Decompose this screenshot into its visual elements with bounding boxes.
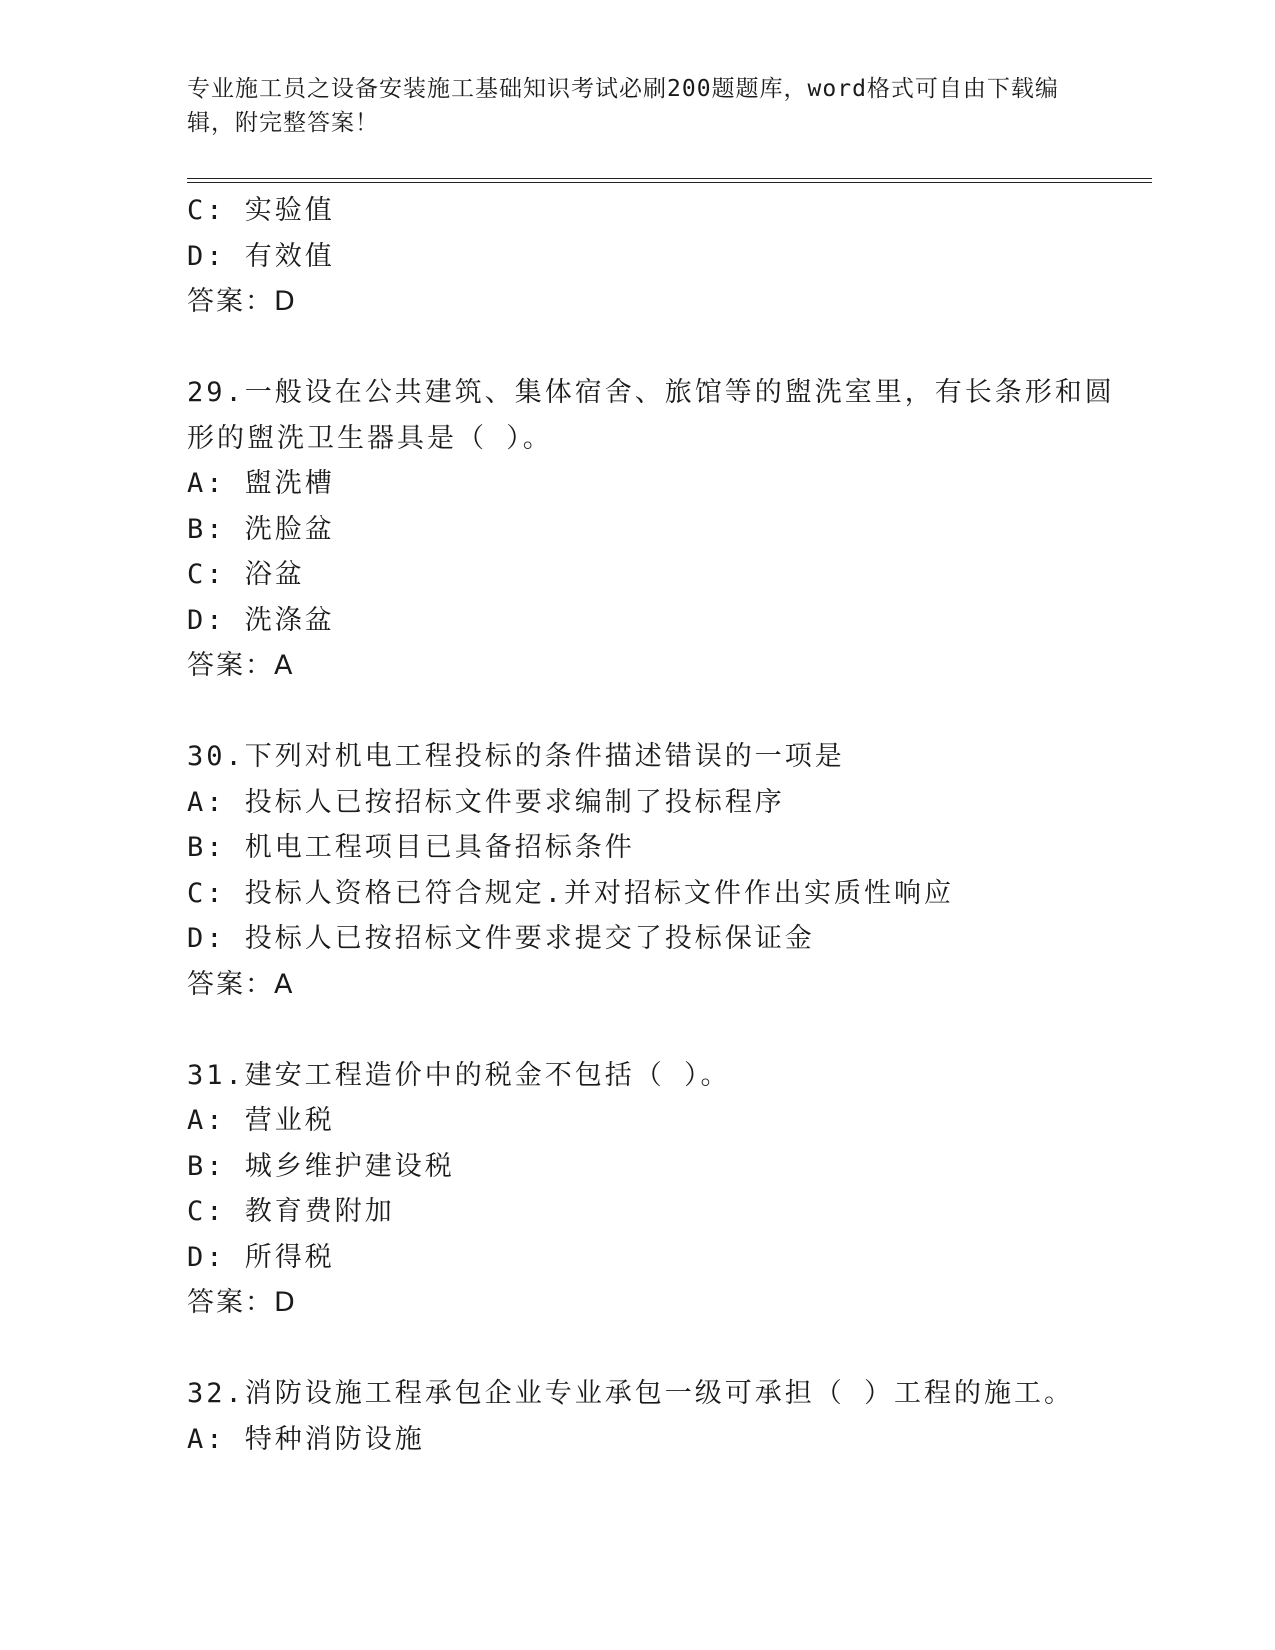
question-stem: 29.一般设在公共建筑、集体宿舍、旅馆等的盥洗室里，有长条形和圆 (187, 377, 1115, 408)
option-a: A: 盥洗槽 (187, 468, 335, 499)
option-a: A: 营业税 (187, 1105, 335, 1136)
option-c: C: 浴盆 (187, 559, 305, 590)
option-c: C: 教育费附加 (187, 1196, 395, 1227)
option-a: A: 投标人已按招标文件要求编制了投标程序 (187, 786, 785, 818)
header-divider (187, 178, 1152, 183)
answer: 答案：A (187, 968, 295, 1000)
option-d: D: 投标人已按招标文件要求提交了投标保证金 (187, 923, 815, 954)
option-c: C: 实验值 (187, 195, 335, 226)
spacer (187, 1007, 1152, 1053)
question-stem: 32.消防设施工程承包企业专业承包一级可承担（ ）工程的施工。 (187, 1378, 1075, 1409)
answer: 答案：D (187, 286, 297, 317)
option-d: D: 有效值 (187, 240, 335, 272)
option-d: D: 洗涤盆 (187, 604, 335, 636)
answer: 答案：A (187, 650, 295, 681)
option-b: B: 机电工程项目已具备招标条件 (187, 832, 635, 863)
page-header: 专业施工员之设备安装施工基础知识考试必刷200题题库，word格式可自由下载编辑，附完整答案！ (187, 76, 1059, 136)
answer: 答案：D (187, 1287, 297, 1318)
option-b: B: 洗脸盆 (187, 513, 335, 545)
option-d: D: 所得税 (187, 1241, 335, 1273)
option-c: C: 投标人资格已符合规定.并对招标文件作出实质性响应 (187, 877, 955, 909)
option-b: B: 城乡维护建设税 (187, 1150, 455, 1182)
spacer (187, 325, 1152, 371)
question-stem: 形的盥洗卫生器具是（ ）。 (187, 422, 553, 454)
option-a: A: 特种消防设施 (187, 1423, 425, 1455)
spacer (187, 689, 1152, 735)
spacer (187, 1326, 1152, 1372)
question-list (187, 188, 1152, 1462)
question-stem: 30.下列对机电工程投标的条件描述错误的一项是 (187, 741, 845, 772)
question-stem: 31.建安工程造价中的税金不包括（ ）。 (187, 1059, 731, 1091)
